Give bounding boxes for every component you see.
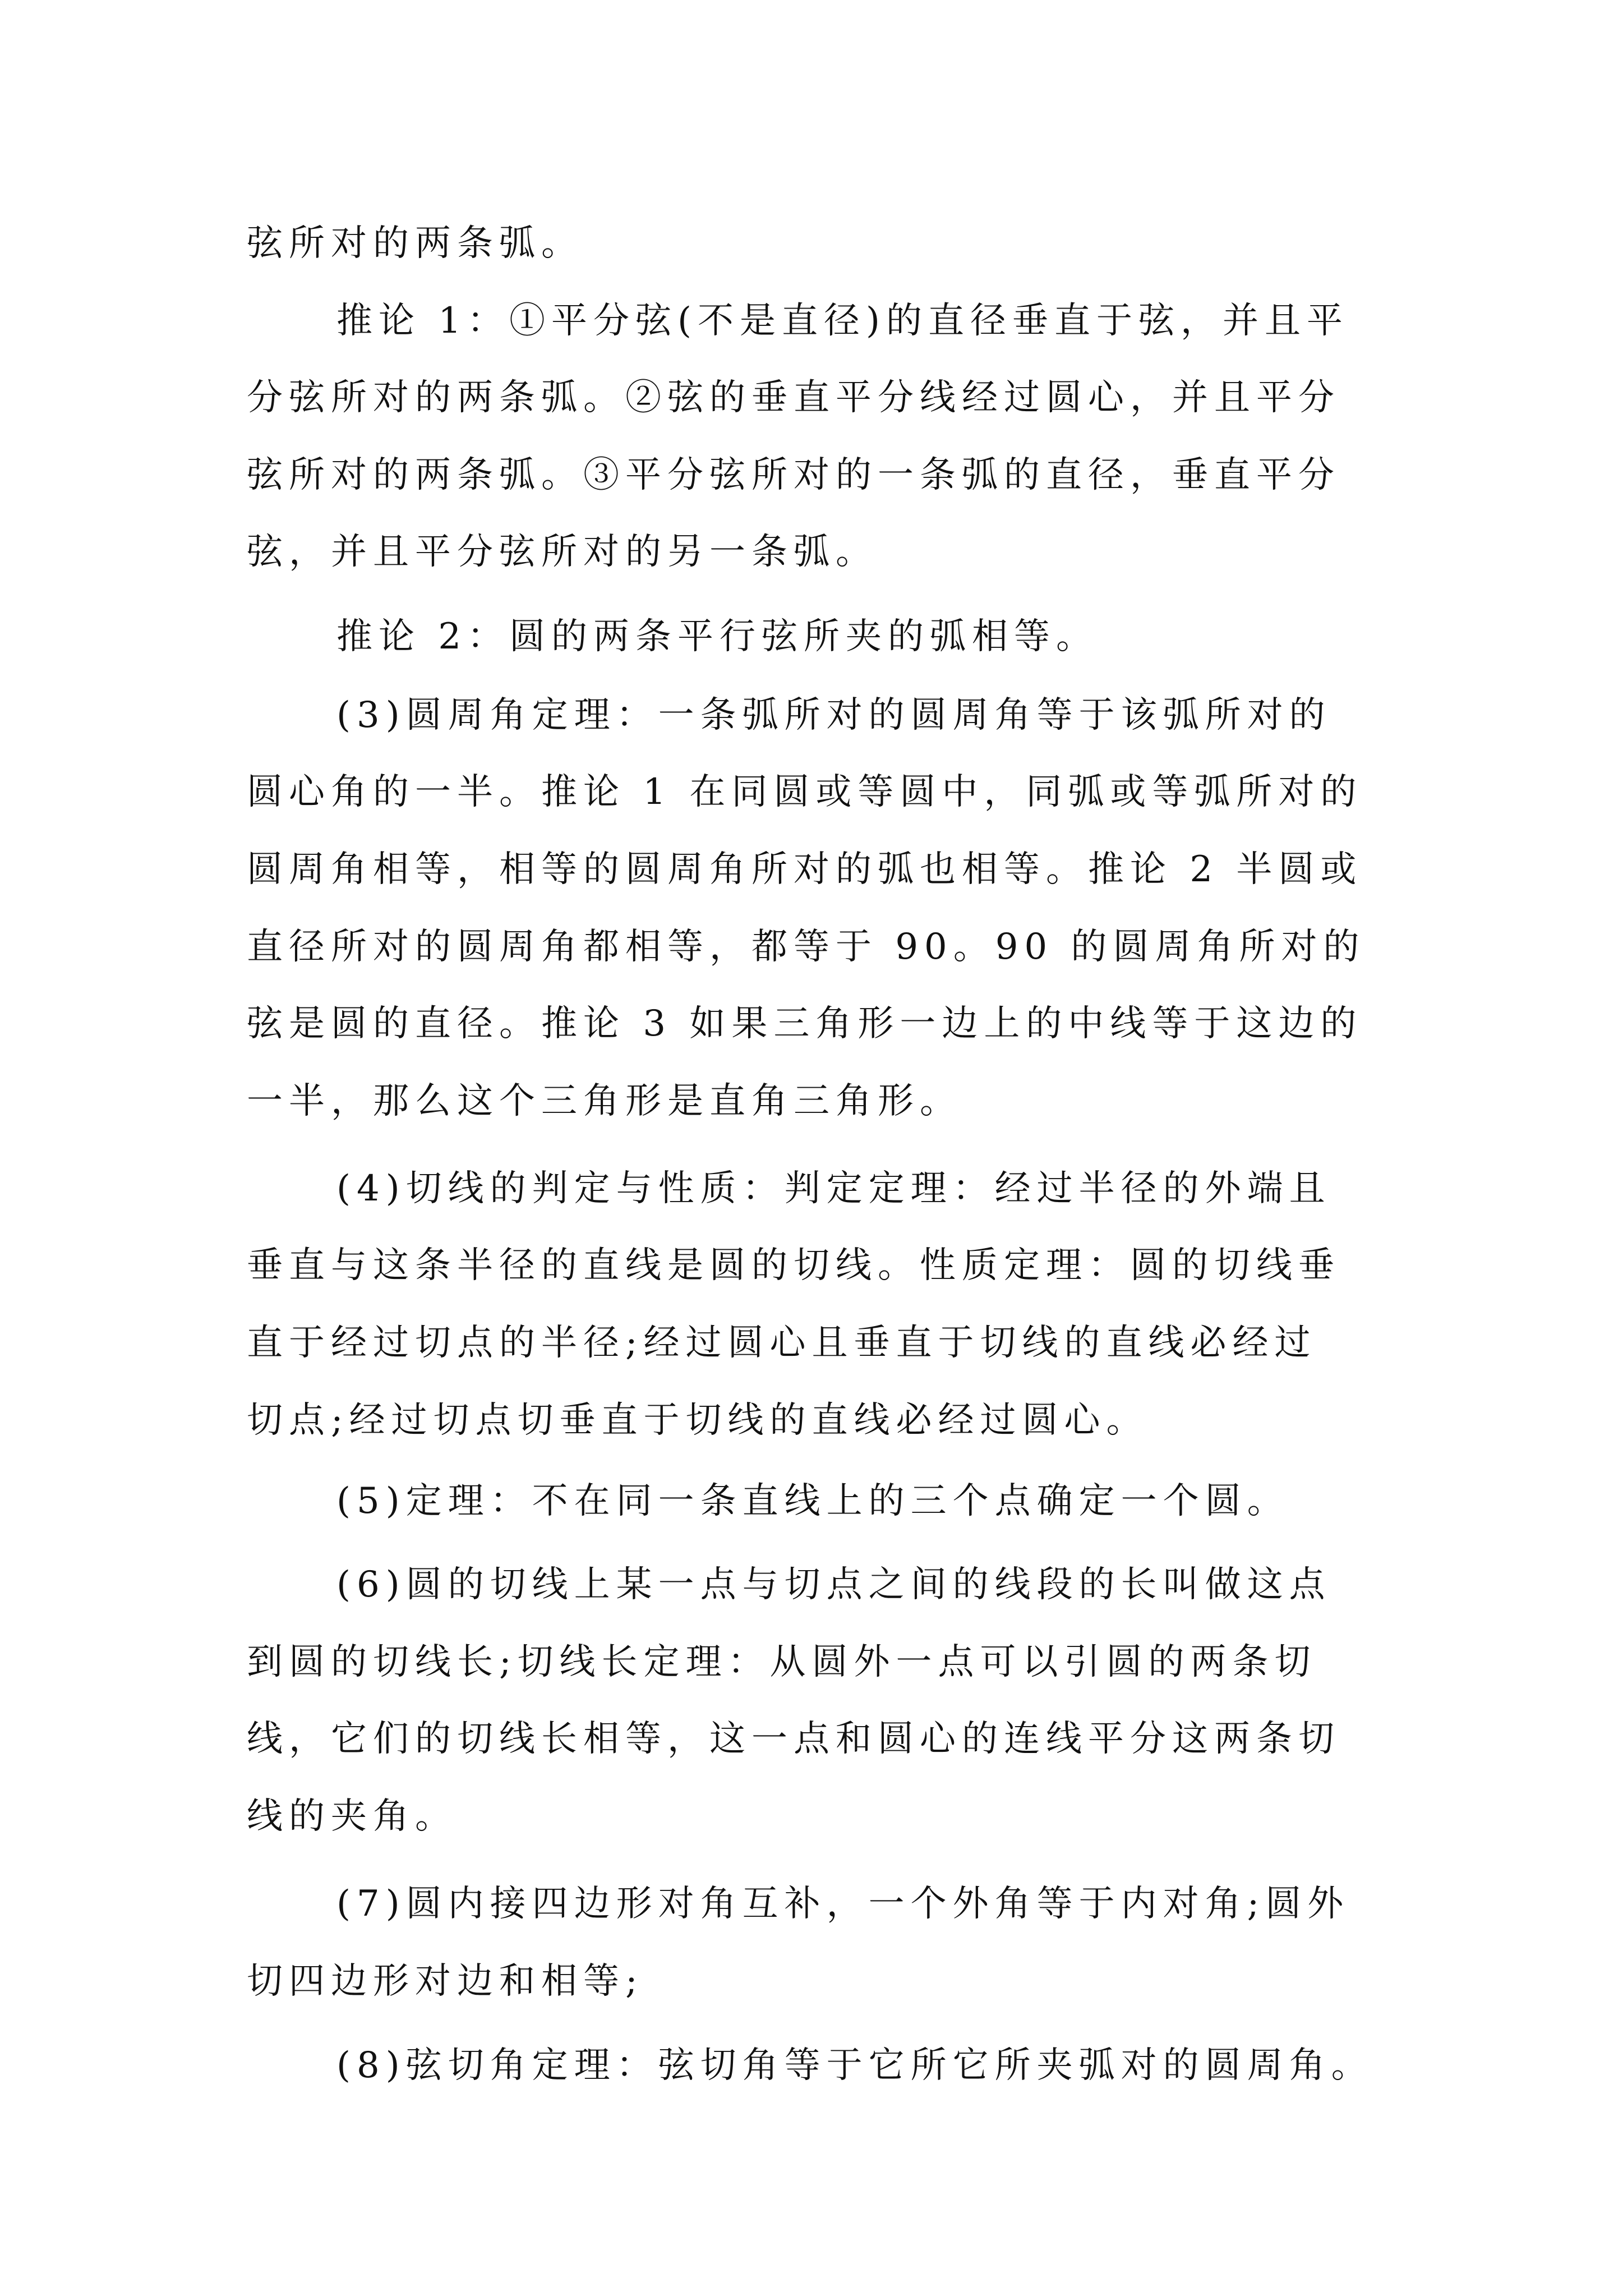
text-line: 直于经过切点的半径;经过圆心且垂直于切线的直线必经过 — [247, 1322, 1317, 1364]
text-line: 弦是圆的直径。推论 3 如果三角形一边上的中线等于这边的 — [247, 1003, 1363, 1045]
text-line: (3)圆周角定理：一条弧所对的圆周角等于该弧所对的 — [336, 694, 1331, 736]
text-line: (8)弦切角定理：弦切角等于它所它所夹弧对的圆周角。 — [336, 2045, 1373, 2086]
text-line: 切四边形对边和相等; — [247, 1961, 644, 2002]
text-line: (6)圆的切线上某一点与切点之间的线段的长叫做这点 — [336, 1564, 1331, 1605]
text-line: 弦所对的两条弧。③平分弦所对的一条弧的直径，垂直平分 — [247, 454, 1340, 496]
text-line: 圆周角相等，相等的圆周角所对的弧也相等。推论 2 半圆或 — [247, 849, 1363, 890]
text-line: 垂直与这条半径的直线是圆的切线。性质定理：圆的切线垂 — [247, 1245, 1340, 1286]
text-line: 线，它们的切线长相等，这一点和圆心的连线平分这两条切 — [247, 1718, 1340, 1760]
text-line: 直径所对的圆周角都相等，都等于 90。90 的圆周角所对的 — [247, 926, 1366, 968]
text-line: (5)定理：不在同一条直线上的三个点确定一个圆。 — [336, 1480, 1289, 1522]
text-line: 弦所对的两条弧。 — [247, 223, 583, 264]
text-line: 切点;经过切点切垂直于切线的直线必经过圆心。 — [247, 1400, 1149, 1441]
text-line: 弦，并且平分弦所对的另一条弧。 — [247, 531, 878, 573]
text-line: 线的夹角。 — [247, 1796, 457, 1837]
text-line: 推论 1：①平分弦(不是直径)的直径垂直于弦，并且平 — [336, 300, 1349, 342]
text-line: 到圆的切线长;切线长定理：从圆外一点可以引圆的两条切 — [247, 1641, 1317, 1683]
text-line: (4)切线的判定与性质：判定定理：经过半径的外端且 — [336, 1168, 1331, 1209]
text-line: 推论 2：圆的两条平行弦所夹的弧相等。 — [336, 616, 1099, 657]
text-line: 一半，那么这个三角形是直角三角形。 — [247, 1080, 962, 1122]
text-line: 分弦所对的两条弧。②弦的垂直平分线经过圆心，并且平分 — [247, 377, 1340, 418]
text-line: (7)圆内接四边形对角互补，一个外角等于内对角;圆外 — [336, 1883, 1350, 1925]
text-line: 圆心角的一半。推论 1 在同圆或等圆中，同弧或等弧所对的 — [247, 771, 1363, 813]
